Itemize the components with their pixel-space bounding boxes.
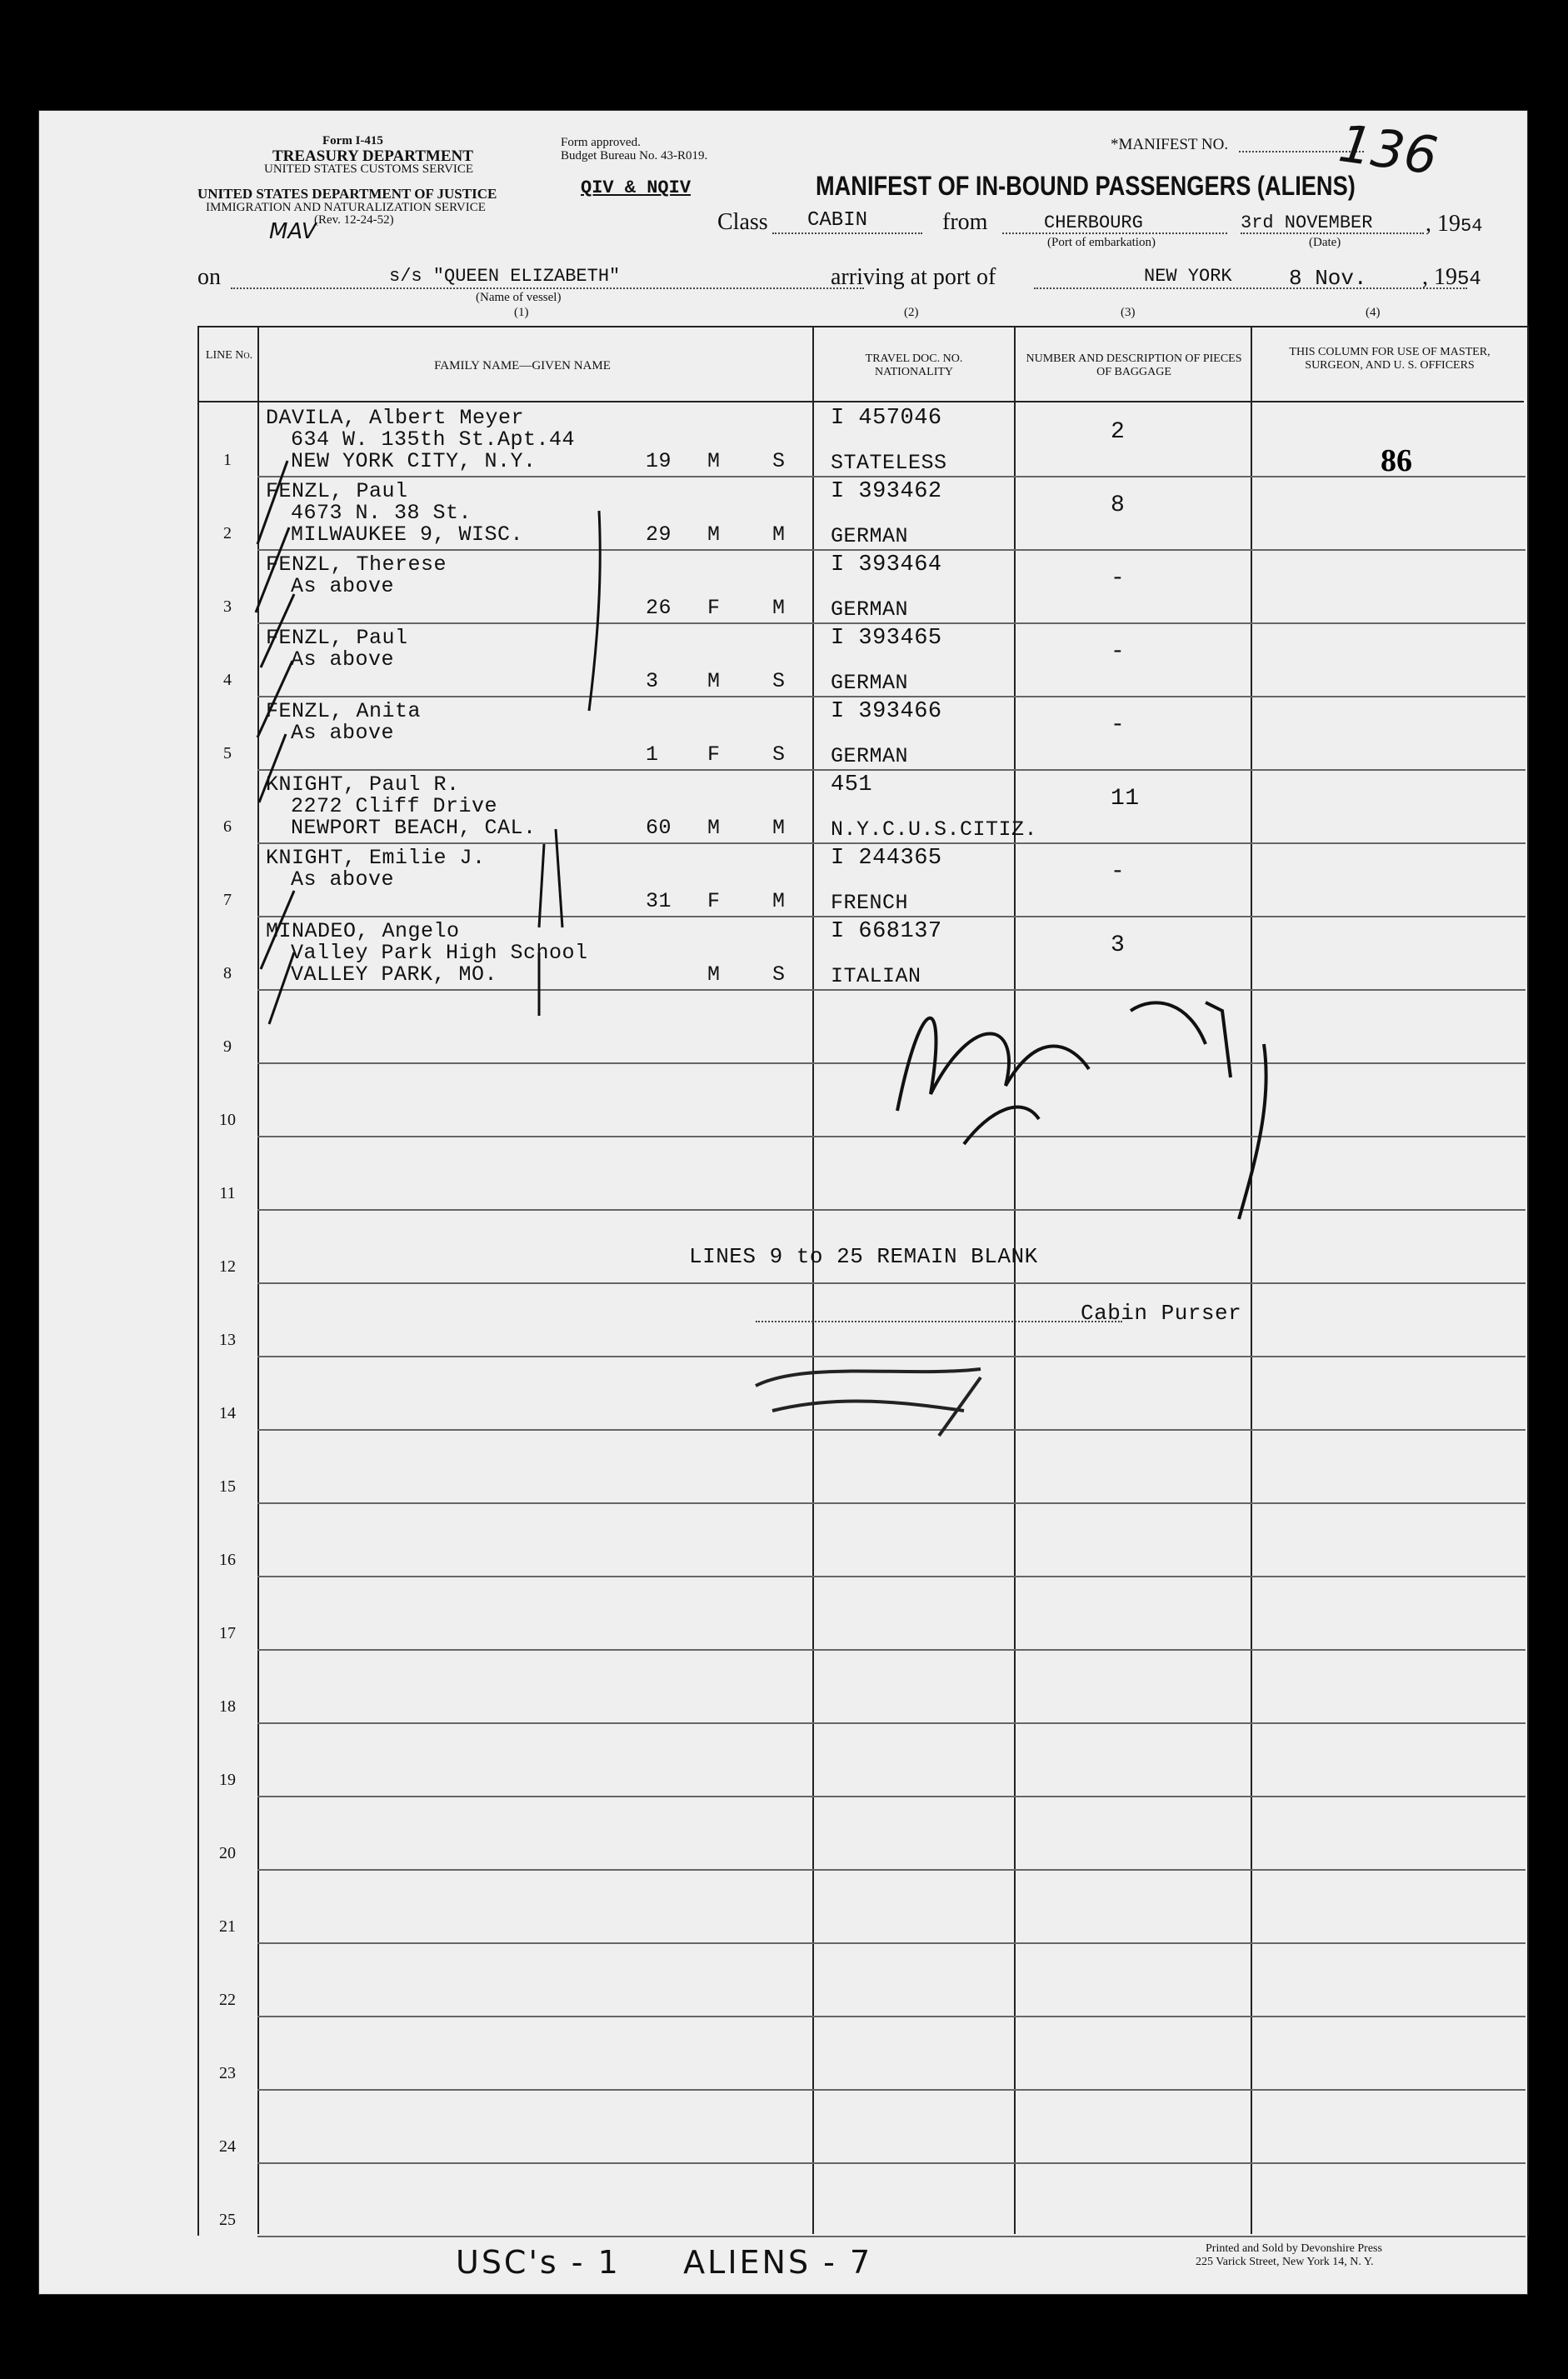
passenger-address: Valley Park High School	[291, 941, 588, 965]
blank-lines-note: LINES 9 to 25 REMAIN BLANK	[689, 1244, 1038, 1269]
line-number: 4	[223, 671, 232, 689]
line-number: 23	[219, 2064, 236, 2082]
check-mark	[269, 952, 294, 1024]
passenger-address: As above	[291, 574, 395, 598]
passenger-sex: M	[707, 669, 721, 693]
passenger-marital-status: S	[772, 742, 786, 767]
line-number: 22	[219, 1991, 236, 2009]
line-number: 7	[223, 891, 232, 909]
passenger-marital-status: S	[772, 449, 786, 473]
passenger-sex: M	[707, 522, 721, 547]
travel-doc-number: I 457046	[831, 406, 942, 431]
check-mark	[257, 661, 292, 737]
passenger-city: NEWPORT BEACH, CAL.	[291, 816, 537, 840]
col-mark-3: (3)	[1121, 306, 1136, 319]
line-number: 1	[223, 451, 232, 469]
passenger-name: FENZL, Therese	[266, 552, 447, 577]
header-line-no: LINE No.	[205, 349, 253, 362]
printer-name: Printed and Sold by Devonshire Press	[1206, 2242, 1382, 2255]
passenger-address: As above	[291, 647, 395, 672]
line-number: 12	[219, 1257, 236, 1276]
page-title: MANIFEST OF IN-BOUND PASSENGERS (ALIENS)	[816, 171, 1356, 201]
ink-annotations	[39, 111, 1527, 2294]
line-number: 16	[219, 1551, 236, 1569]
nationality: GERMAN	[831, 597, 909, 622]
line-number: 8	[223, 964, 232, 982]
passenger-address: 2272 Cliff Drive	[291, 794, 498, 818]
passenger-sex: F	[707, 596, 721, 620]
line-number: 2	[223, 524, 232, 542]
nationality: GERMAN	[831, 671, 909, 695]
baggage-count: -	[1111, 639, 1126, 665]
passenger-city: NEW YORK CITY, N.Y.	[291, 449, 537, 473]
check-mark	[261, 594, 294, 667]
passenger-age: 1	[646, 742, 659, 767]
form-number: Form I-415	[322, 134, 383, 147]
passenger-sex: F	[707, 889, 721, 913]
purser-title: Cabin Purser	[1081, 1301, 1242, 1326]
passenger-address: As above	[291, 721, 395, 745]
passenger-sex: M	[707, 816, 721, 840]
passenger-address: 634 W. 135th St.Apt.44	[291, 427, 576, 452]
travel-doc-number: I 244365	[831, 846, 942, 871]
passenger-marital-status: M	[772, 522, 786, 547]
col-mark-2: (2)	[904, 306, 919, 319]
passenger-age: 19	[646, 449, 672, 473]
budget-bureau: Budget Bureau No. 43-R019.	[561, 149, 708, 162]
nationality: GERMAN	[831, 524, 909, 548]
passenger-address: 4673 N. 38 St.	[291, 501, 472, 525]
baggage-count: 8	[1111, 492, 1126, 518]
passenger-city: VALLEY PARK, MO.	[291, 962, 498, 987]
passenger-name: DAVILA, Albert Meyer	[266, 406, 525, 430]
nationality: STATELESS	[831, 451, 947, 475]
passenger-sex: M	[707, 449, 721, 473]
line-number: 3	[223, 597, 232, 616]
line-number: 25	[219, 2211, 236, 2229]
on-label: on	[197, 264, 221, 290]
baggage-count: -	[1111, 859, 1126, 885]
line-number: 10	[219, 1111, 236, 1129]
passenger-age: 3	[646, 669, 659, 693]
col-mark-1: (1)	[514, 306, 529, 319]
line-number: 6	[223, 817, 232, 836]
passenger-age: 26	[646, 596, 672, 620]
passenger-marital-status: S	[772, 669, 786, 693]
line-number: 19	[219, 1771, 236, 1789]
passenger-age: 29	[646, 522, 672, 547]
baggage-count: 2	[1111, 419, 1126, 445]
line-number: 21	[219, 1917, 236, 1936]
passenger-city: MILWAUKEE 9, WISC.	[291, 522, 524, 547]
passenger-marital-status: M	[772, 816, 786, 840]
passenger-sex: M	[707, 962, 721, 987]
date-caption: (Date)	[1309, 236, 1341, 249]
line-number: 9	[223, 1037, 232, 1056]
mav-mark: MAV	[269, 219, 317, 244]
port-embarkation: CHERBOURG	[1044, 212, 1143, 233]
line-number: 24	[219, 2137, 236, 2156]
bracket-mark	[539, 844, 544, 927]
dept-ins: IMMIGRATION AND NATURALIZATION SERVICE	[206, 201, 486, 214]
header-baggage: NUMBER AND DESCRIPTION OF PIECES OF BAGGAGE	[1026, 352, 1242, 378]
manifest-no-value: 136	[1335, 112, 1441, 187]
check-mark	[256, 527, 289, 612]
class-value: CABIN	[807, 209, 868, 232]
travel-doc-number: I 393462	[831, 479, 942, 504]
header-name: FAMILY NAME—GIVEN NAME	[434, 359, 611, 372]
header-travel-doc: TRAVEL DOC. NO. NATIONALITY	[865, 352, 963, 378]
passenger-age: 31	[646, 889, 672, 913]
travel-doc-number: I 668137	[831, 919, 942, 944]
form-approved: Form approved.	[561, 136, 641, 149]
passenger-name: FENZL, Paul	[266, 479, 408, 503]
passenger-marital-status: M	[772, 596, 786, 620]
baggage-count: -	[1111, 712, 1126, 738]
embark-date: 3rd NOVEMBER	[1241, 212, 1373, 233]
passenger-name: KNIGHT, Paul R.	[266, 772, 460, 797]
bracket-mark	[589, 511, 600, 711]
class-label: Class	[717, 209, 768, 235]
arriving-label: arriving at port of	[831, 264, 996, 290]
passenger-name: KNIGHT, Emilie J.	[266, 846, 486, 870]
line-number: 14	[219, 1404, 236, 1422]
nationality: ITALIAN	[831, 964, 921, 988]
passenger-marital-status: S	[772, 962, 786, 987]
nationality: N.Y.C.U.S.CITIZ.	[831, 817, 1038, 842]
check-mark	[259, 734, 286, 802]
travel-doc-number: 451	[831, 772, 873, 797]
line-number: 18	[219, 1697, 236, 1716]
passenger-age: 60	[646, 816, 672, 840]
line-number: 5	[223, 744, 232, 762]
header-officers: THIS COLUMN FOR USE OF MASTER, SURGEON, AND U. S. OFFICERS	[1289, 346, 1491, 372]
arrival-year: , 1954	[1422, 264, 1481, 291]
line-number: 13	[219, 1331, 236, 1349]
manifest-no-label: *MANIFEST NO.	[1111, 136, 1229, 153]
quota-stamp: QIV & NQIV	[581, 177, 692, 198]
passenger-address: As above	[291, 867, 395, 892]
passenger-name: FENZL, Paul	[266, 626, 408, 650]
embark-year: , 1954	[1426, 211, 1483, 237]
arrival-date: 8 Nov.	[1289, 266, 1367, 291]
purser-signature	[756, 1369, 981, 1436]
check-mark	[261, 891, 294, 969]
vessel-caption: (Name of vessel)	[476, 291, 562, 304]
purser-line	[756, 1321, 1122, 1322]
nationality: FRENCH	[831, 891, 909, 915]
line-number: 20	[219, 1844, 236, 1862]
passenger-marital-status: M	[772, 889, 786, 913]
from-label: from	[942, 209, 988, 235]
line-number: 15	[219, 1477, 236, 1496]
travel-doc-number: I 393465	[831, 626, 942, 651]
bracket-mark	[556, 829, 562, 927]
arrival-port: NEW YORK	[1144, 266, 1232, 287]
passenger-name: MINADEO, Angelo	[266, 919, 460, 943]
travel-doc-number: I 393466	[831, 699, 942, 724]
travel-doc-number: I 393464	[831, 552, 942, 577]
vessel-name: s/s "QUEEN ELIZABETH"	[389, 266, 621, 287]
footer-tally: USC's - 1 ALIENS - 7	[456, 2244, 873, 2281]
form-revision: (Rev. 12-24-52)	[314, 213, 394, 227]
officer-mark: 86	[1381, 443, 1412, 478]
line-number: 17	[219, 1624, 236, 1642]
line-number: 11	[219, 1184, 236, 1202]
baggage-count: 11	[1111, 786, 1140, 812]
manifest-page	[38, 110, 1528, 2295]
passenger-sex: F	[707, 742, 721, 767]
col-mark-4: (4)	[1366, 306, 1381, 319]
check-mark	[257, 461, 287, 544]
nationality: GERMAN	[831, 744, 909, 768]
passenger-name: FENZL, Anita	[266, 699, 422, 723]
printer-address: 225 Varick Street, New York 14, N. Y.	[1196, 2256, 1374, 2268]
dept-treasury: TREASURY DEPARTMENT	[272, 147, 473, 165]
baggage-count: 3	[1111, 932, 1126, 958]
dept-customs: UNITED STATES CUSTOMS SERVICE	[264, 162, 474, 176]
baggage-count: -	[1111, 566, 1126, 592]
port-caption: (Port of embarkation)	[1047, 236, 1156, 249]
dept-justice: UNITED STATES DEPARTMENT OF JUSTICE	[197, 186, 497, 202]
officer-signature	[897, 1002, 1266, 1219]
